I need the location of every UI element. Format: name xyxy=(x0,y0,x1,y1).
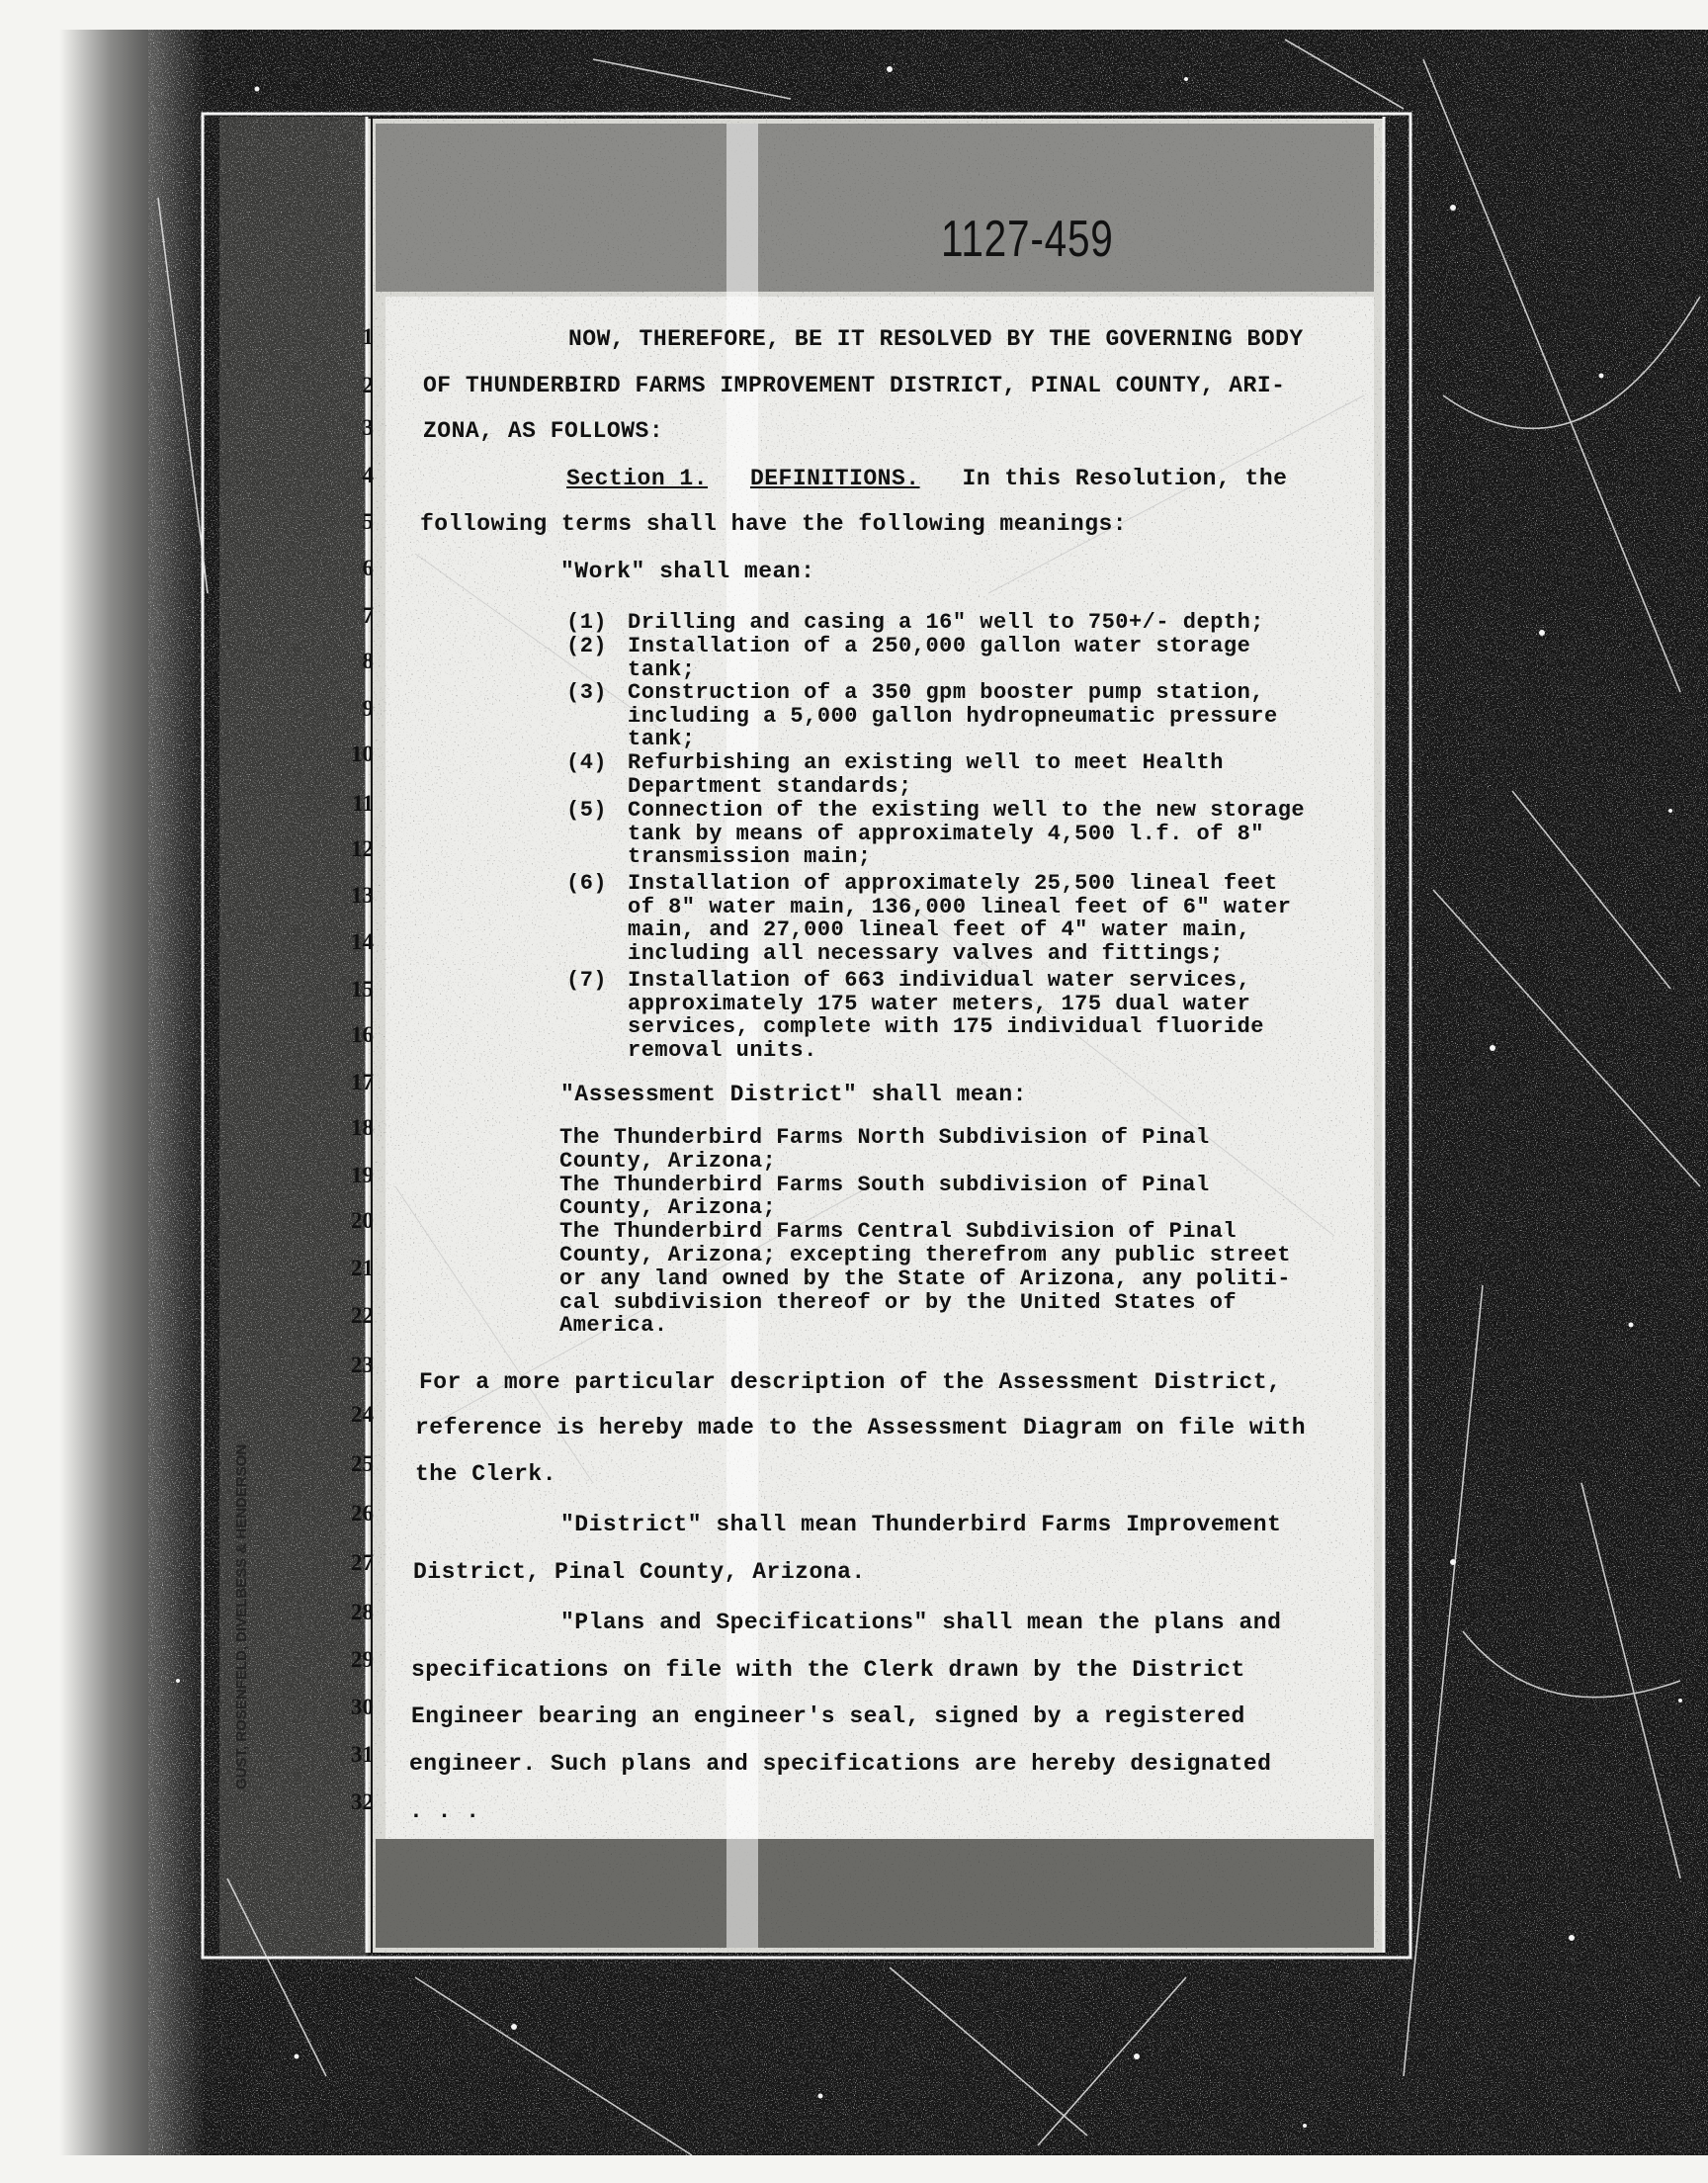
line-number: 4 xyxy=(362,463,374,487)
work-item-text: transmission main; xyxy=(628,844,872,869)
line-number: 32 xyxy=(351,1790,374,1814)
work-item-line xyxy=(566,823,1357,846)
section-text: In this Resolution, the xyxy=(962,466,1288,491)
section-heading-line xyxy=(566,465,1511,492)
work-item-text: tank; xyxy=(628,727,696,751)
work-item-text: removal units. xyxy=(628,1037,817,1063)
line-number: 25 xyxy=(351,1451,374,1476)
work-item-line xyxy=(566,845,1357,869)
body-line: "District" shall mean Thunderbird Farms Improvement xyxy=(560,1512,1282,1537)
work-item-text: services, complete with 175 individual fluoride xyxy=(628,1014,1265,1039)
body-line: "Plans and Specifications" shall mean the plans and xyxy=(560,1610,1282,1635)
work-item-number: (1) xyxy=(566,610,608,635)
body-line: District, Pinal County, Arizona. xyxy=(413,1559,866,1585)
assessment-district-line: The Thunderbird Farms Central Subdivision of Pinal xyxy=(559,1219,1238,1245)
work-item-line xyxy=(566,775,1357,799)
work-item-line xyxy=(566,942,1357,966)
line-number: 16 xyxy=(351,1022,374,1047)
line-number: 9 xyxy=(362,696,374,721)
work-item-line xyxy=(566,635,1357,658)
assessment-district-line: America. xyxy=(559,1313,668,1339)
line-number: 14 xyxy=(351,929,374,954)
work-item-number: (7) xyxy=(566,968,608,993)
resolution-intro-line: OF THUNDERBIRD FARMS IMPROVEMENT DISTRICT, PINAL COUNTY, ARI- xyxy=(423,373,1286,398)
work-item-line xyxy=(566,751,1357,775)
work-item-line xyxy=(566,658,1357,682)
line-number: 31 xyxy=(351,1742,374,1767)
line-number: 17 xyxy=(351,1070,374,1094)
line-number: 5 xyxy=(362,509,374,534)
line-number: 29 xyxy=(351,1647,374,1672)
body-line: . . . xyxy=(409,1798,480,1824)
line-number: 7 xyxy=(362,603,374,628)
body-line: For a more particular description of the Assessment District, xyxy=(419,1369,1282,1395)
work-item-line xyxy=(566,799,1357,823)
work-item-text: tank; xyxy=(628,656,696,682)
line-number: 12 xyxy=(351,836,374,861)
line-number: 27 xyxy=(351,1550,374,1575)
work-item-text: of 8" water main, 136,000 lineal feet of 6" water xyxy=(628,894,1292,919)
work-item-text: Drilling and casing a 16" well to 750+/- depth; xyxy=(628,610,1265,635)
work-item-number: (4) xyxy=(566,750,608,775)
body-line: specifications on file with the Clerk drawn by the District xyxy=(411,1657,1245,1683)
assessment-district-line: cal subdivision thereof or by the United States of xyxy=(559,1289,1238,1315)
assessment-district-line: The Thunderbird Farms South subdivision of Pinal xyxy=(559,1172,1210,1197)
assessment-district-line: County, Arizona; excepting therefrom any public street xyxy=(559,1243,1291,1267)
work-item-number: (6) xyxy=(566,871,608,896)
assessment-district-line: or any land owned by the State of Arizona, any politi- xyxy=(559,1266,1291,1291)
work-item-text: Department standards; xyxy=(628,773,912,799)
line-number: 19 xyxy=(351,1163,374,1187)
line-number: 20 xyxy=(351,1208,374,1233)
work-item-text: Refurbishing an existing well to meet Health xyxy=(628,750,1224,775)
work-item-text: Installation of approximately 25,500 lineal feet xyxy=(628,871,1278,896)
line-number: 13 xyxy=(351,883,374,908)
work-item-number: (3) xyxy=(566,680,608,705)
work-item-line xyxy=(566,681,1357,705)
work-item-line xyxy=(566,728,1357,751)
body-line: the Clerk. xyxy=(415,1461,557,1487)
work-item-text: tank by means of approximately 4,500 l.f. of 8" xyxy=(628,821,1265,846)
section-title: DEFINITIONS. xyxy=(749,466,920,491)
work-item-text: including a 5,000 gallon hydropneumatic pressure xyxy=(628,703,1278,729)
work-definition-intro: "Work" shall mean: xyxy=(560,559,815,584)
line-number: 21 xyxy=(351,1256,374,1280)
work-item-text: Construction of a 350 gpm booster pump station, xyxy=(628,680,1265,705)
line-number: 22 xyxy=(351,1303,374,1328)
line-number: 30 xyxy=(351,1695,374,1719)
work-item-text: Connection of the existing well to the new storage xyxy=(628,798,1306,823)
resolution-intro-line: NOW, THEREFORE, BE IT RESOLVED BY THE GOVERNING BODY xyxy=(568,326,1304,352)
line-number: 6 xyxy=(362,556,374,580)
resolution-intro-line: ZONA, AS FOLLOWS: xyxy=(423,418,664,444)
section-number: Section 1. xyxy=(566,466,709,491)
work-item-number: (5) xyxy=(566,798,608,823)
body-line: Engineer bearing an engineer's seal, signed by a registered xyxy=(411,1703,1245,1729)
line-number: 15 xyxy=(351,977,374,1002)
body-line: reference is hereby made to the Assessment Diagram on file with xyxy=(415,1415,1307,1441)
work-item-line xyxy=(566,705,1357,729)
line-number: 28 xyxy=(351,1600,374,1624)
body-line: engineer. Such plans and specifications are hereby designated xyxy=(409,1751,1272,1777)
line-number: 10 xyxy=(351,742,374,766)
work-item-line xyxy=(566,896,1357,919)
work-item-line xyxy=(566,1015,1357,1039)
line-number: 24 xyxy=(351,1402,374,1427)
work-item-line xyxy=(566,918,1357,942)
line-number: 2 xyxy=(362,373,374,397)
line-number: 23 xyxy=(351,1353,374,1377)
line-number: 1 xyxy=(362,324,374,349)
work-item-text: approximately 175 water meters, 175 dual water xyxy=(628,991,1251,1016)
line-number: 11 xyxy=(352,791,374,816)
work-item-line xyxy=(566,993,1357,1016)
law-firm-margin-stamp xyxy=(233,1364,281,1799)
assessment-district-line: The Thunderbird Farms North Subdivision of Pinal xyxy=(559,1125,1210,1150)
work-item-number: (2) xyxy=(566,634,608,658)
assessment-district-line: County, Arizona; xyxy=(559,1195,777,1221)
line-number: 26 xyxy=(351,1501,374,1526)
line-number: 3 xyxy=(362,415,374,440)
line-number: 18 xyxy=(351,1115,374,1140)
document-page-number: 1127-459 xyxy=(941,211,1114,268)
section-text-line: following terms shall have the following meanings: xyxy=(420,511,1128,537)
work-item-line xyxy=(566,872,1357,896)
law-firm-name: GUST, ROSENFELD, DIVELBESS & HENDERSON xyxy=(233,1443,250,1790)
work-item-line xyxy=(566,969,1357,993)
work-item-text: Installation of 663 individual water services, xyxy=(628,968,1251,993)
assessment-district-line: County, Arizona; xyxy=(559,1148,777,1174)
work-item-line xyxy=(566,611,1357,635)
work-item-line xyxy=(566,1039,1357,1063)
work-item-text: main, and 27,000 lineal feet of 4" water main, xyxy=(628,917,1251,942)
line-number: 8 xyxy=(362,649,374,673)
assessment-definition-intro: "Assessment District" shall mean: xyxy=(560,1082,1027,1107)
work-item-text: including all necessary valves and fittings; xyxy=(628,940,1224,966)
work-item-text: Installation of a 250,000 gallon water storage xyxy=(628,634,1251,658)
